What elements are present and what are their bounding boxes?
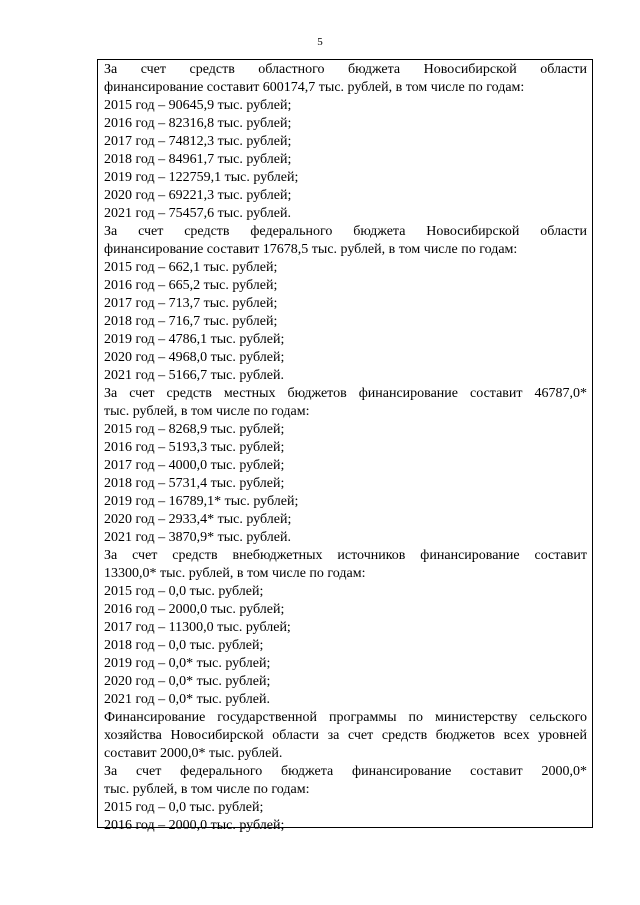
- paragraph-line: составит 2000,0* тыс. рублей.: [104, 746, 283, 761]
- paragraph-line: хозяйства Новосибирской области за счет средств бюджетов всех уровней: [104, 728, 587, 743]
- year-amount-line: 2017 год – 11300,0 тыс. рублей;: [104, 620, 291, 635]
- year-amount-line: 2016 год – 5193,3 тыс. рублей;: [104, 440, 285, 455]
- financing-paragraph: [104, 709, 587, 763]
- paragraph-line: финансирование составит 17678,5 тыс. рублей, в том числе по годам:: [104, 242, 518, 257]
- year-amount-line: 2017 год – 74812,3 тыс. рублей;: [104, 134, 292, 149]
- paragraph-line: За счет средств местных бюджетов финансирование составит 46787,0*: [104, 386, 587, 401]
- paragraph-line: тыс. рублей, в том числе по годам:: [104, 782, 310, 797]
- year-amount-line: 2018 год – 84961,7 тыс. рублей;: [104, 152, 292, 167]
- year-amount-line: 2018 год – 0,0 тыс. рублей;: [104, 638, 264, 653]
- year-amount-line: 2019 год – 122759,1 тыс. рублей;: [104, 170, 299, 185]
- page-number: 5: [317, 36, 323, 48]
- financing-paragraph: [104, 385, 587, 421]
- year-amount-line: 2017 год – 713,7 тыс. рублей;: [104, 296, 278, 311]
- year-amount-line: 2016 год – 82316,8 тыс. рублей;: [104, 116, 292, 131]
- year-amount-line: 2018 год – 716,7 тыс. рублей;: [104, 314, 278, 329]
- paragraph-line: тыс. рублей, в том числе по годам:: [104, 404, 310, 419]
- year-amount-line: 2018 год – 5731,4 тыс. рублей;: [104, 476, 285, 491]
- content-frame: [97, 59, 593, 833]
- year-amount-line: 2021 год – 0,0* тыс. рублей.: [104, 692, 270, 707]
- year-amount-line: 2021 год – 3870,9* тыс. рублей.: [104, 530, 291, 545]
- year-amount-line: 2020 год – 4968,0 тыс. рублей;: [104, 350, 285, 365]
- paragraph-line: За счет федерального бюджета финансирование составит 2000,0*: [104, 764, 587, 779]
- financing-paragraph: [104, 547, 587, 583]
- paragraph-line: За счет средств федерального бюджета Новосибирской области: [104, 224, 587, 239]
- year-amount-line: 2019 год – 16789,1* тыс. рублей;: [104, 494, 299, 509]
- year-amount-line: 2019 год – 4786,1 тыс. рублей;: [104, 332, 285, 347]
- year-amount-line: 2020 год – 2933,4* тыс. рублей;: [104, 512, 292, 527]
- year-amount-line: 2021 год – 5166,7 тыс. рублей.: [104, 368, 284, 383]
- year-amount-line: 2015 год – 0,0 тыс. рублей;: [104, 584, 264, 599]
- year-amount-line: 2017 год – 4000,0 тыс. рублей;: [104, 458, 285, 473]
- financing-paragraph: [104, 61, 587, 97]
- paragraph-line: Финансирование государственной программы по министерству сельского: [104, 710, 587, 725]
- paragraph-line: финансирование составит 600174,7 тыс. рублей, в том числе по годам:: [104, 80, 525, 95]
- paragraph-line: 13300,0* тыс. рублей, в том числе по годам:: [104, 566, 366, 581]
- year-amount-line: 2016 год – 665,2 тыс. рублей;: [104, 278, 278, 293]
- year-amount-line: 2015 год – 662,1 тыс. рублей;: [104, 260, 278, 275]
- year-amount-line: 2019 год – 0,0* тыс. рублей;: [104, 656, 271, 671]
- financing-paragraph: [104, 223, 587, 259]
- year-amount-line: 2021 год – 75457,6 тыс. рублей.: [104, 206, 291, 221]
- year-amount-line: 2020 год – 0,0* тыс. рублей;: [104, 674, 271, 689]
- year-amount-line: 2020 год – 69221,3 тыс. рублей;: [104, 188, 292, 203]
- year-amount-line: 2015 год – 90645,9 тыс. рублей;: [104, 98, 292, 113]
- year-amount-line: 2015 год – 0,0 тыс. рублей;: [104, 800, 264, 815]
- year-amount-line: 2015 год – 8268,9 тыс. рублей;: [104, 422, 285, 437]
- year-amount-line: 2016 год – 2000,0 тыс. рублей;: [104, 818, 285, 833]
- year-amount-line: 2016 год – 2000,0 тыс. рублей;: [104, 602, 285, 617]
- paragraph-line: За счет средств областного бюджета Новосибирской области: [104, 62, 587, 77]
- paragraph-line: За счет средств внебюджетных источников финансирование составит: [104, 548, 587, 563]
- financing-paragraph: [104, 763, 587, 799]
